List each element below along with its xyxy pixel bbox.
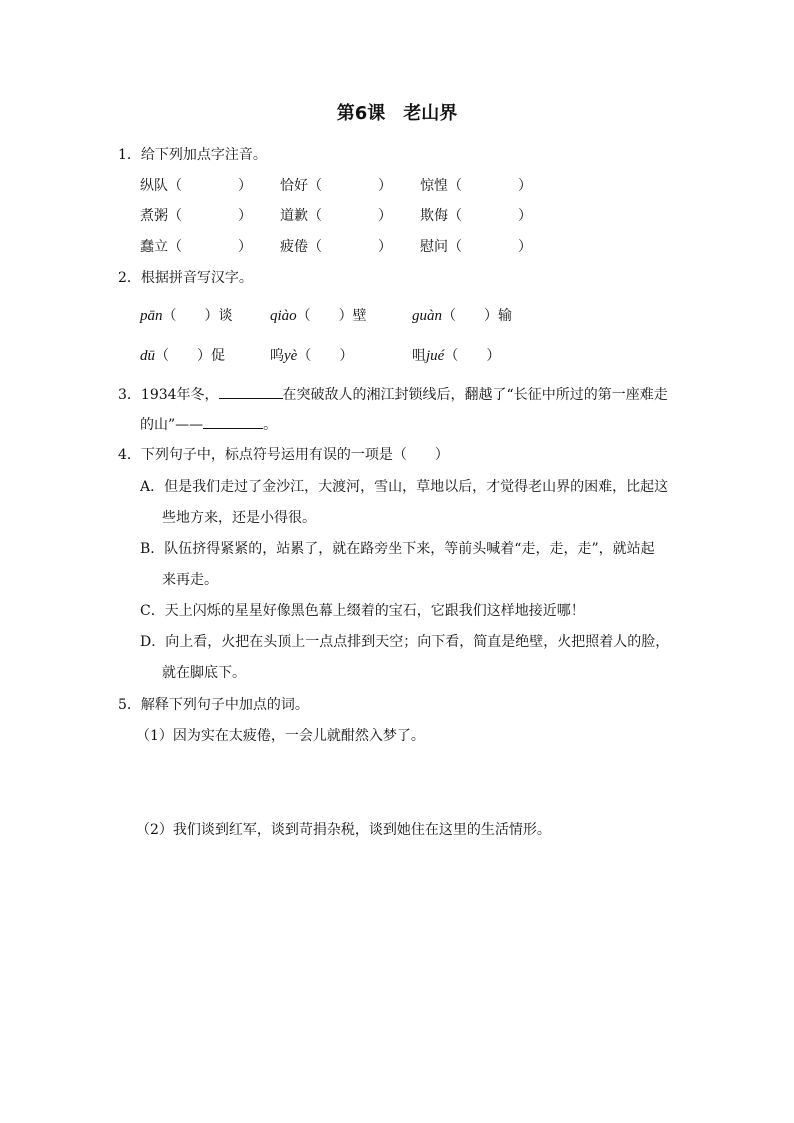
q2-prefix: 呜 bbox=[270, 348, 284, 364]
q5-sentence-1: （1）因为实在太疲倦，一会儿就酣然入梦了。 bbox=[136, 728, 425, 744]
q2-blank-text: （ ）谈 bbox=[162, 308, 233, 324]
q2-item bbox=[412, 306, 512, 326]
pinyin: jué bbox=[426, 348, 445, 364]
q3-text: 3．1934年冬， bbox=[118, 387, 219, 403]
q4-option-b: B．队伍挤得紧紧的，站累了，就在路旁坐下来，等前头喊着“走，走，走”，就站起 bbox=[140, 541, 655, 557]
q2-item bbox=[140, 306, 233, 326]
q5-prompt: 5．解释下列句子中加点的词。 bbox=[118, 697, 309, 713]
q1-item: 恰好（ ） bbox=[280, 178, 392, 194]
q1-item: 惊惶（ ） bbox=[420, 178, 532, 194]
q3-text: 的山”—— bbox=[140, 417, 204, 433]
q1-item: 慰问（ ） bbox=[420, 239, 532, 255]
q2-blank-text: （ ）壁 bbox=[296, 308, 367, 324]
q4-prompt: 4．下列句子中，标点符号运用有误的一项是（ ） bbox=[118, 447, 449, 463]
q1-item: 纵队（ ） bbox=[140, 178, 252, 194]
q1-item: 欺侮（ ） bbox=[420, 208, 532, 224]
q3-text: 在突破敌人的湘江封锁线后，翻越了“长征中所过的第一座难走 bbox=[282, 387, 668, 403]
q1-prompt: 1．给下列加点字注音。 bbox=[118, 147, 267, 163]
q2-prompt: 2．根据拼音写汉字。 bbox=[118, 270, 253, 286]
q5-sentence-2: （2）我们谈到红军，谈到苛捐杂税，谈到她住在这里的生活情形。 bbox=[136, 822, 551, 838]
pinyin: pān bbox=[140, 308, 163, 324]
q4-option-c: C．天上闪烁的星星好像黑色幕上缀着的宝石，它跟我们这样地接近哪！ bbox=[140, 603, 585, 619]
page-title: 第6课 老山界 bbox=[336, 103, 458, 124]
q2-blank-text: （ ）促 bbox=[155, 348, 225, 364]
q3-line2 bbox=[140, 414, 277, 435]
q4-option-b-cont: 来再走。 bbox=[162, 572, 218, 588]
q2-item bbox=[270, 346, 353, 366]
fill-blank bbox=[219, 384, 283, 399]
pinyin: guàn bbox=[412, 308, 442, 324]
q1-item: 疲倦（ ） bbox=[280, 239, 392, 255]
q2-item bbox=[140, 346, 225, 366]
q1-item: 煮粥（ ） bbox=[140, 208, 252, 224]
q3-line1 bbox=[118, 384, 668, 405]
pinyin: yè bbox=[284, 348, 298, 364]
q4-option-d-cont: 就在脚底下。 bbox=[162, 665, 246, 681]
q2-blank-text: （ ） bbox=[444, 348, 501, 364]
q2-blank-text: （ ） bbox=[297, 348, 354, 364]
q2-blank-text: （ ）输 bbox=[442, 308, 512, 324]
q4-option-a-cont: 些地方来，还是小得很。 bbox=[162, 510, 316, 526]
q4-option-a: A．但是我们走过了金沙江，大渡河，雪山，草地以后，才觉得老山界的困难，比起这 bbox=[140, 479, 669, 495]
q4-option-d: D．向上看，火把在头顶上一点点排到天空；向下看，简直是绝壁，火把照着人的脸， bbox=[140, 634, 670, 650]
q1-item: 道歉（ ） bbox=[280, 208, 392, 224]
q3-text: 。 bbox=[263, 417, 278, 433]
q2-prefix: 咀 bbox=[412, 348, 426, 364]
q2-item bbox=[412, 346, 500, 366]
pinyin: dū bbox=[140, 348, 155, 364]
q1-item: 蠢立（ ） bbox=[140, 239, 252, 255]
pinyin: qiào bbox=[270, 308, 297, 324]
fill-blank bbox=[203, 414, 263, 429]
q2-item bbox=[270, 306, 367, 326]
